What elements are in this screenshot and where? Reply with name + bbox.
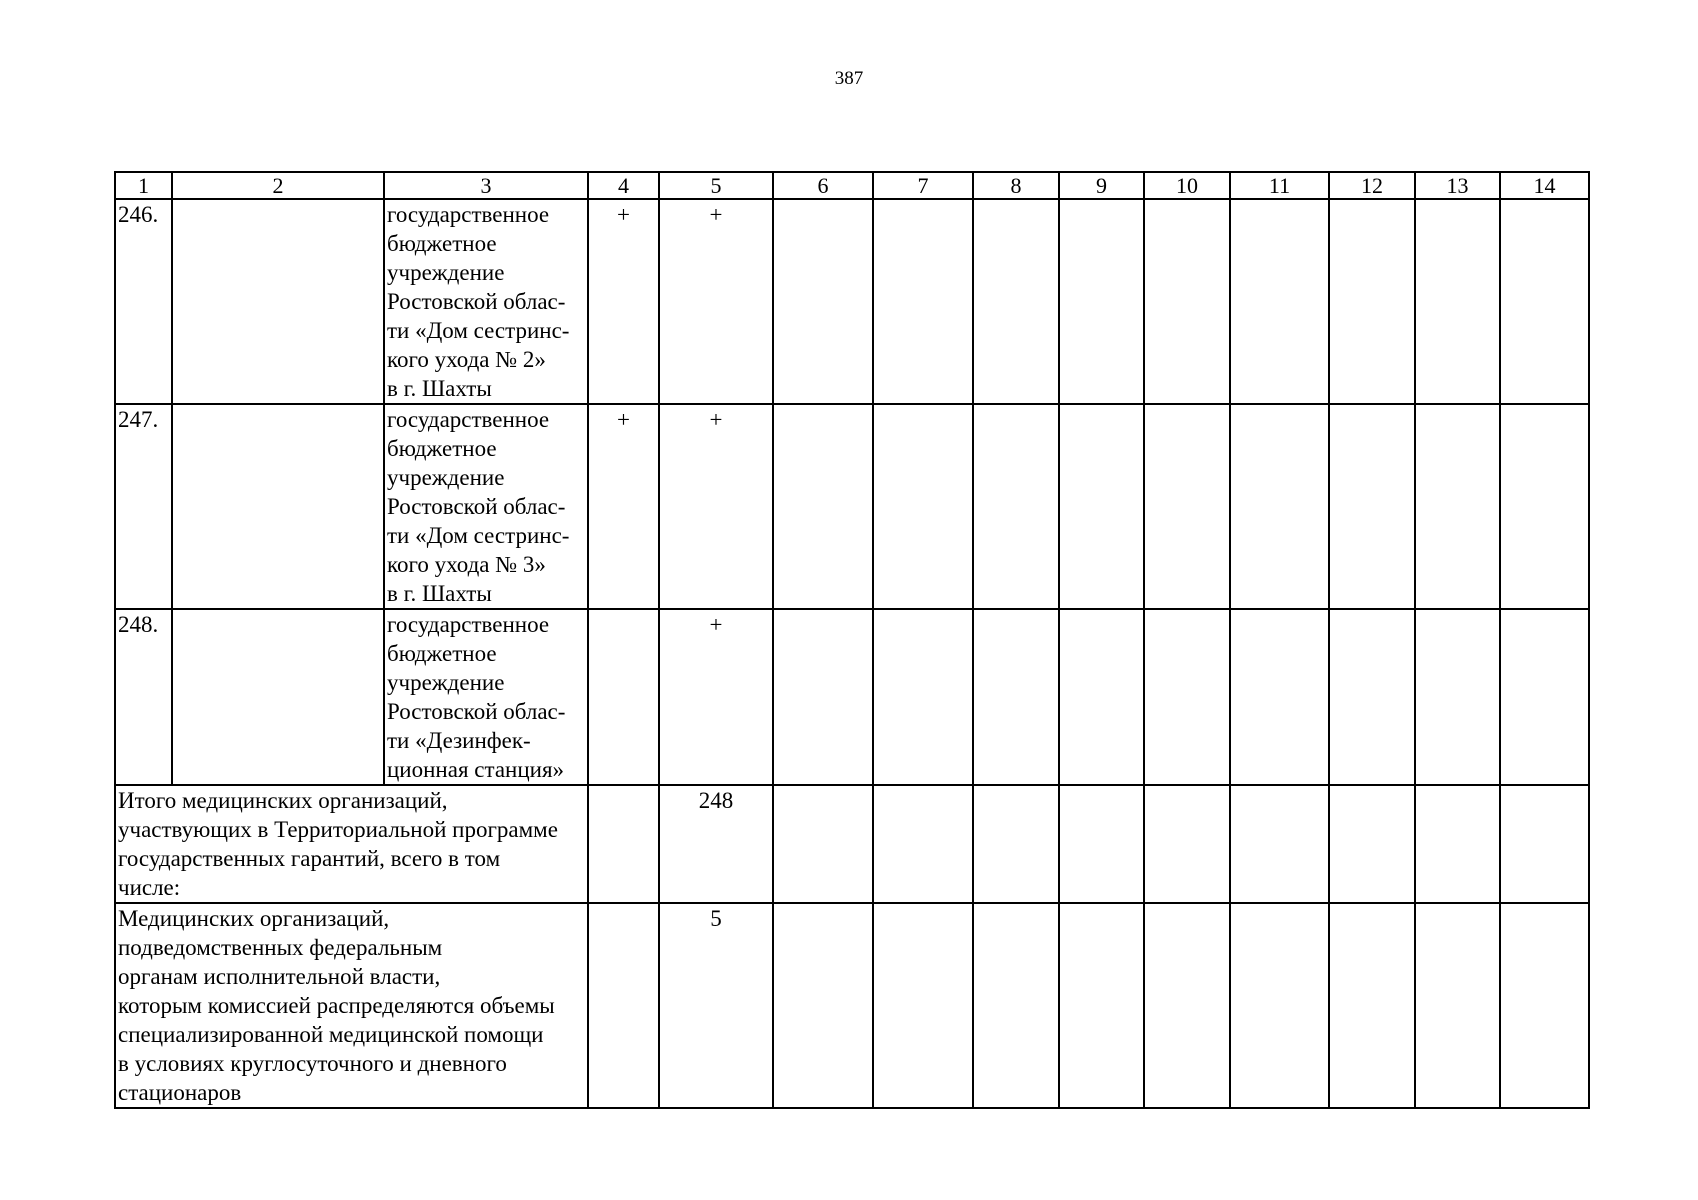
- cell-col4: +: [588, 199, 659, 404]
- header-cell: 4: [588, 172, 659, 199]
- total-label: Итого медицинских организаций, участвующих в Территориальной программе государственных гарантий, всего в том числе:: [115, 785, 588, 903]
- empty-cell: [1500, 404, 1589, 609]
- organization-name: государственное бюджетное учреждение Ростовской облас- ти «Дом сестринс- кого ухода № 2» в г. Шахты: [384, 199, 588, 404]
- header-cell: 1: [115, 172, 172, 199]
- organization-name: государственное бюджетное учреждение Ростовской облас- ти «Дезинфек- ционная станция»: [384, 609, 588, 785]
- empty-cell: [1144, 199, 1230, 404]
- empty-cell: [1415, 199, 1500, 404]
- header-row: [115, 172, 1589, 199]
- cell-col5: +: [659, 404, 773, 609]
- empty-cell: [773, 903, 873, 1108]
- header-cell: 7: [873, 172, 973, 199]
- empty-cell: [1144, 404, 1230, 609]
- empty-cell: [1329, 785, 1415, 903]
- header-cell: 12: [1329, 172, 1415, 199]
- empty-cell: [1415, 903, 1500, 1108]
- empty-cell: [1144, 785, 1230, 903]
- empty-cell: [1144, 903, 1230, 1108]
- empty-cell: [1329, 199, 1415, 404]
- total-row: [115, 785, 1589, 903]
- cell-col5: +: [659, 199, 773, 404]
- empty-cell: [873, 199, 973, 404]
- cell-col4: +: [588, 404, 659, 609]
- header-cell: 8: [973, 172, 1059, 199]
- empty-cell: [1329, 609, 1415, 785]
- empty-cell: [1415, 609, 1500, 785]
- empty-cell: [773, 199, 873, 404]
- total-value: 248: [659, 785, 773, 903]
- row-number: 247.: [115, 404, 172, 609]
- empty-cell: [1415, 404, 1500, 609]
- empty-cell: [1144, 609, 1230, 785]
- total-value: 5: [659, 903, 773, 1108]
- empty-cell: [973, 609, 1059, 785]
- empty-cell: [873, 785, 973, 903]
- empty-cell: [1059, 199, 1144, 404]
- empty-cell: [773, 785, 873, 903]
- empty-cell: [1415, 785, 1500, 903]
- row-number: 248.: [115, 609, 172, 785]
- empty-cell: [873, 903, 973, 1108]
- header-cell: 13: [1415, 172, 1500, 199]
- empty-cell: [973, 199, 1059, 404]
- total-label: Медицинских организаций, подведомственных федеральным органам исполнительной власти, которым комиссией распределяются объемы специализированной медицинской помощи в условиях круглосуточного и дневного стационаров: [115, 903, 588, 1108]
- empty-cell: [1230, 609, 1329, 785]
- empty-cell: [973, 903, 1059, 1108]
- header-cell: 5: [659, 172, 773, 199]
- empty-cell: [1230, 404, 1329, 609]
- table-row: [115, 404, 1589, 609]
- total-row: [115, 903, 1589, 1108]
- empty-cell: [1059, 785, 1144, 903]
- empty-cell: [1059, 903, 1144, 1108]
- empty-cell: [873, 404, 973, 609]
- empty-cell: [1500, 609, 1589, 785]
- cell-col2: [172, 404, 384, 609]
- empty-cell: [1329, 404, 1415, 609]
- cell-col4: [588, 785, 659, 903]
- cell-col2: [172, 199, 384, 404]
- row-number: 246.: [115, 199, 172, 404]
- empty-cell: [1500, 903, 1589, 1108]
- empty-cell: [773, 404, 873, 609]
- empty-cell: [773, 609, 873, 785]
- empty-cell: [1230, 785, 1329, 903]
- table-row: [115, 609, 1589, 785]
- empty-cell: [1230, 903, 1329, 1108]
- table-row: [115, 199, 1589, 404]
- page-number: 387: [834, 68, 864, 89]
- header-cell: 6: [773, 172, 873, 199]
- header-cell: 2: [172, 172, 384, 199]
- empty-cell: [1329, 903, 1415, 1108]
- empty-cell: [1059, 404, 1144, 609]
- cell-col4: [588, 903, 659, 1108]
- empty-cell: [1059, 609, 1144, 785]
- empty-cell: [973, 785, 1059, 903]
- empty-cell: [1500, 199, 1589, 404]
- empty-cell: [873, 609, 973, 785]
- cell-col2: [172, 609, 384, 785]
- empty-cell: [1500, 785, 1589, 903]
- empty-cell: [1230, 199, 1329, 404]
- cell-col4: [588, 609, 659, 785]
- header-cell: 3: [384, 172, 588, 199]
- header-cell: 9: [1059, 172, 1144, 199]
- header-cell: 14: [1500, 172, 1589, 199]
- cell-col5: +: [659, 609, 773, 785]
- header-cell: 10: [1144, 172, 1230, 199]
- organization-name: государственное бюджетное учреждение Ростовской облас- ти «Дом сестринс- кого ухода № 3» в г. Шахты: [384, 404, 588, 609]
- empty-cell: [973, 404, 1059, 609]
- data-table: [114, 171, 1590, 1109]
- header-cell: 11: [1230, 172, 1329, 199]
